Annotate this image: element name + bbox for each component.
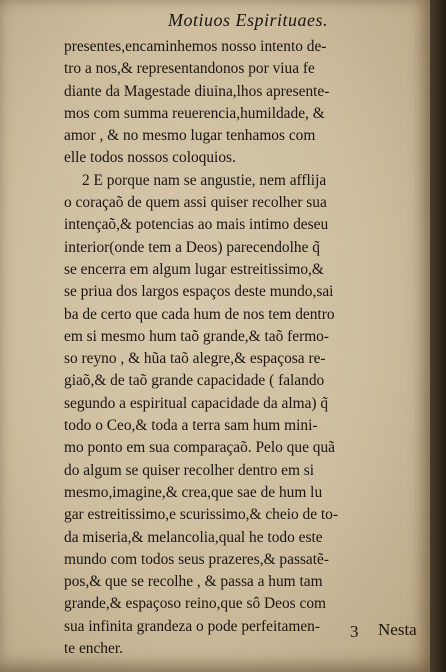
text-line: amor , & no mesmo lugar tenhamos com xyxy=(64,127,316,145)
text-line: se priua dos largos espaços deste mundo,sai xyxy=(64,283,334,301)
text-line: mesmo,imagine,& crea,que sae de hum lu xyxy=(64,483,323,501)
book-spine-edge xyxy=(430,0,446,672)
text-line: o coraçaõ de quem assi quiser recolher sua xyxy=(64,194,327,212)
text-line: mo ponto em sua comparaçaõ. Pelo que quã xyxy=(64,439,335,457)
text-line: interior(onde tem a Deos) parecendolhe q̃ xyxy=(64,238,320,256)
text-line: tro a nos,& representandonos por viua fe xyxy=(64,60,315,78)
text-line: mundo com todos seus prazeres,& passatẽ- xyxy=(64,550,329,568)
text-line: diante da Magestade diuina,lhos apresente- xyxy=(64,82,330,100)
text-line: se encerra em algum lugar estreitissimo,& xyxy=(64,260,324,278)
text-line: gar estreitissimo,e scurissimo,& cheio de to- xyxy=(64,506,338,524)
text-line: sua infinita grandeza o pode perfeitamen- xyxy=(64,617,320,635)
text-line: grande,& espaçoso reino,que sô Deos com xyxy=(64,595,326,613)
signature-mark: 3 xyxy=(350,622,359,641)
text-line: da miseria,& melancolia,qual he todo este xyxy=(64,528,323,546)
catchword: Nesta xyxy=(378,620,417,639)
running-head: Motiuos Espirituaes. xyxy=(168,10,329,30)
text-line: ba de certo que cada hum de nos tem dentro xyxy=(64,305,335,323)
text-line: presentes,encaminhemos nosso intento de- xyxy=(64,38,327,55)
text-line: em si mesmo hum taõ grande,& taõ fermo- xyxy=(64,327,329,345)
text-line: todo o Ceo,& toda a terra sam hum mini- xyxy=(64,417,318,435)
text-line: segundo a espiritual capacidade da alma) q̃ xyxy=(64,394,329,412)
text-line: do algum se quiser recolher dentro em si xyxy=(64,461,315,479)
text-line: elle todos nossos coloquios. xyxy=(64,149,236,167)
text-line: intençaõ,& potencias ao mais intimo deseu xyxy=(64,216,329,234)
text-line: giaõ,& de taõ grande capacidade ( falando xyxy=(64,372,325,390)
text-line: te encher. xyxy=(64,640,123,658)
body-text xyxy=(64,36,416,660)
text-line: pos,& que se recolhe , & passa a hum tam xyxy=(64,573,323,591)
paragraph-start-line: 2 E porque nam se angustie, nem afflija xyxy=(82,171,327,189)
text-line: mos com summa reuerencia,humildade, & xyxy=(64,104,325,122)
text-line: so reyno , & hũa taõ alegre,& espaçosa re- xyxy=(64,350,326,368)
